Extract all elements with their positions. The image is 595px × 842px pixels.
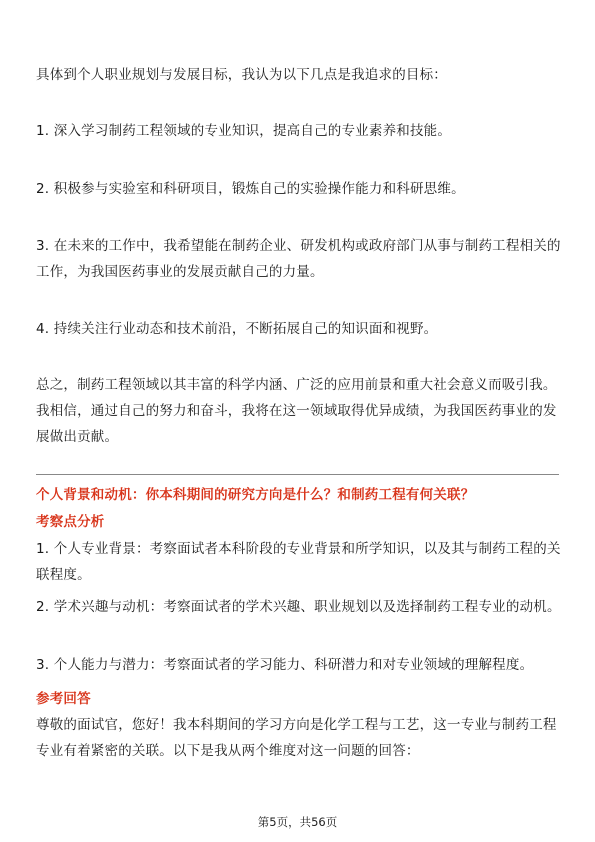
intro-paragraph: 具体到个人职业规划与发展目标，我认为以下几点是我追求的目标： — [36, 67, 447, 83]
goal-item-1: 1. 深入学习制药工程领域的专业知识，提高自己的专业素养和技能。 — [36, 123, 452, 139]
conclusion-paragraph: 总之，制药工程领域以其丰富的科学内涵、广泛的应用前景和重大社会意义而吸引我。我相信，通过自己的努力和奋斗，我将在这一领域取得优异成绩，为我国医药事业的发展做出贡献。 — [36, 377, 557, 445]
analysis-item-2: 2. 学术兴趣与动机：考察面试者的学术兴趣、职业规划以及选择制药工程专业的动机。 — [36, 599, 561, 615]
answer-paragraph: 尊敬的面试官，您好！我本科期间的学习方向是化学工程与工艺，这一专业与制药工程专业有着紧密的关联。以下是我从两个维度对这一问题的回答： — [36, 717, 557, 759]
analysis-item-3: 3. 个人能力与潜力：考察面试者的学习能力、科研潜力和对专业领域的理解程度。 — [36, 657, 534, 673]
analysis-item-1: 1. 个人专业背景：考察面试者本科阶段的专业背景和所学知识，以及其与制药工程的关联程度。 — [36, 541, 561, 583]
goal-item-2: 2. 积极参与实验室和科研项目，锻炼自己的实验操作能力和科研思维。 — [36, 181, 465, 197]
analysis-heading: 考察点分析 — [36, 514, 105, 530]
goal-item-4: 4. 持续关注行业动态和技术前沿，不断拓展自己的知识面和视野。 — [36, 321, 438, 337]
page-number: 第5页，共56页 — [257, 815, 338, 829]
goal-item-3: 3. 在未来的工作中，我希望能在制药企业、研发机构或政府部门从事与制药工程相关的工作，为我国医药事业的发展贡献自己的力量。 — [36, 238, 561, 280]
answer-heading: 参考回答 — [36, 691, 91, 707]
interview-question: 个人背景和动机：你本科期间的研究方向是什么？和制药工程有何关联？ — [36, 487, 475, 503]
section-divider — [36, 474, 559, 475]
